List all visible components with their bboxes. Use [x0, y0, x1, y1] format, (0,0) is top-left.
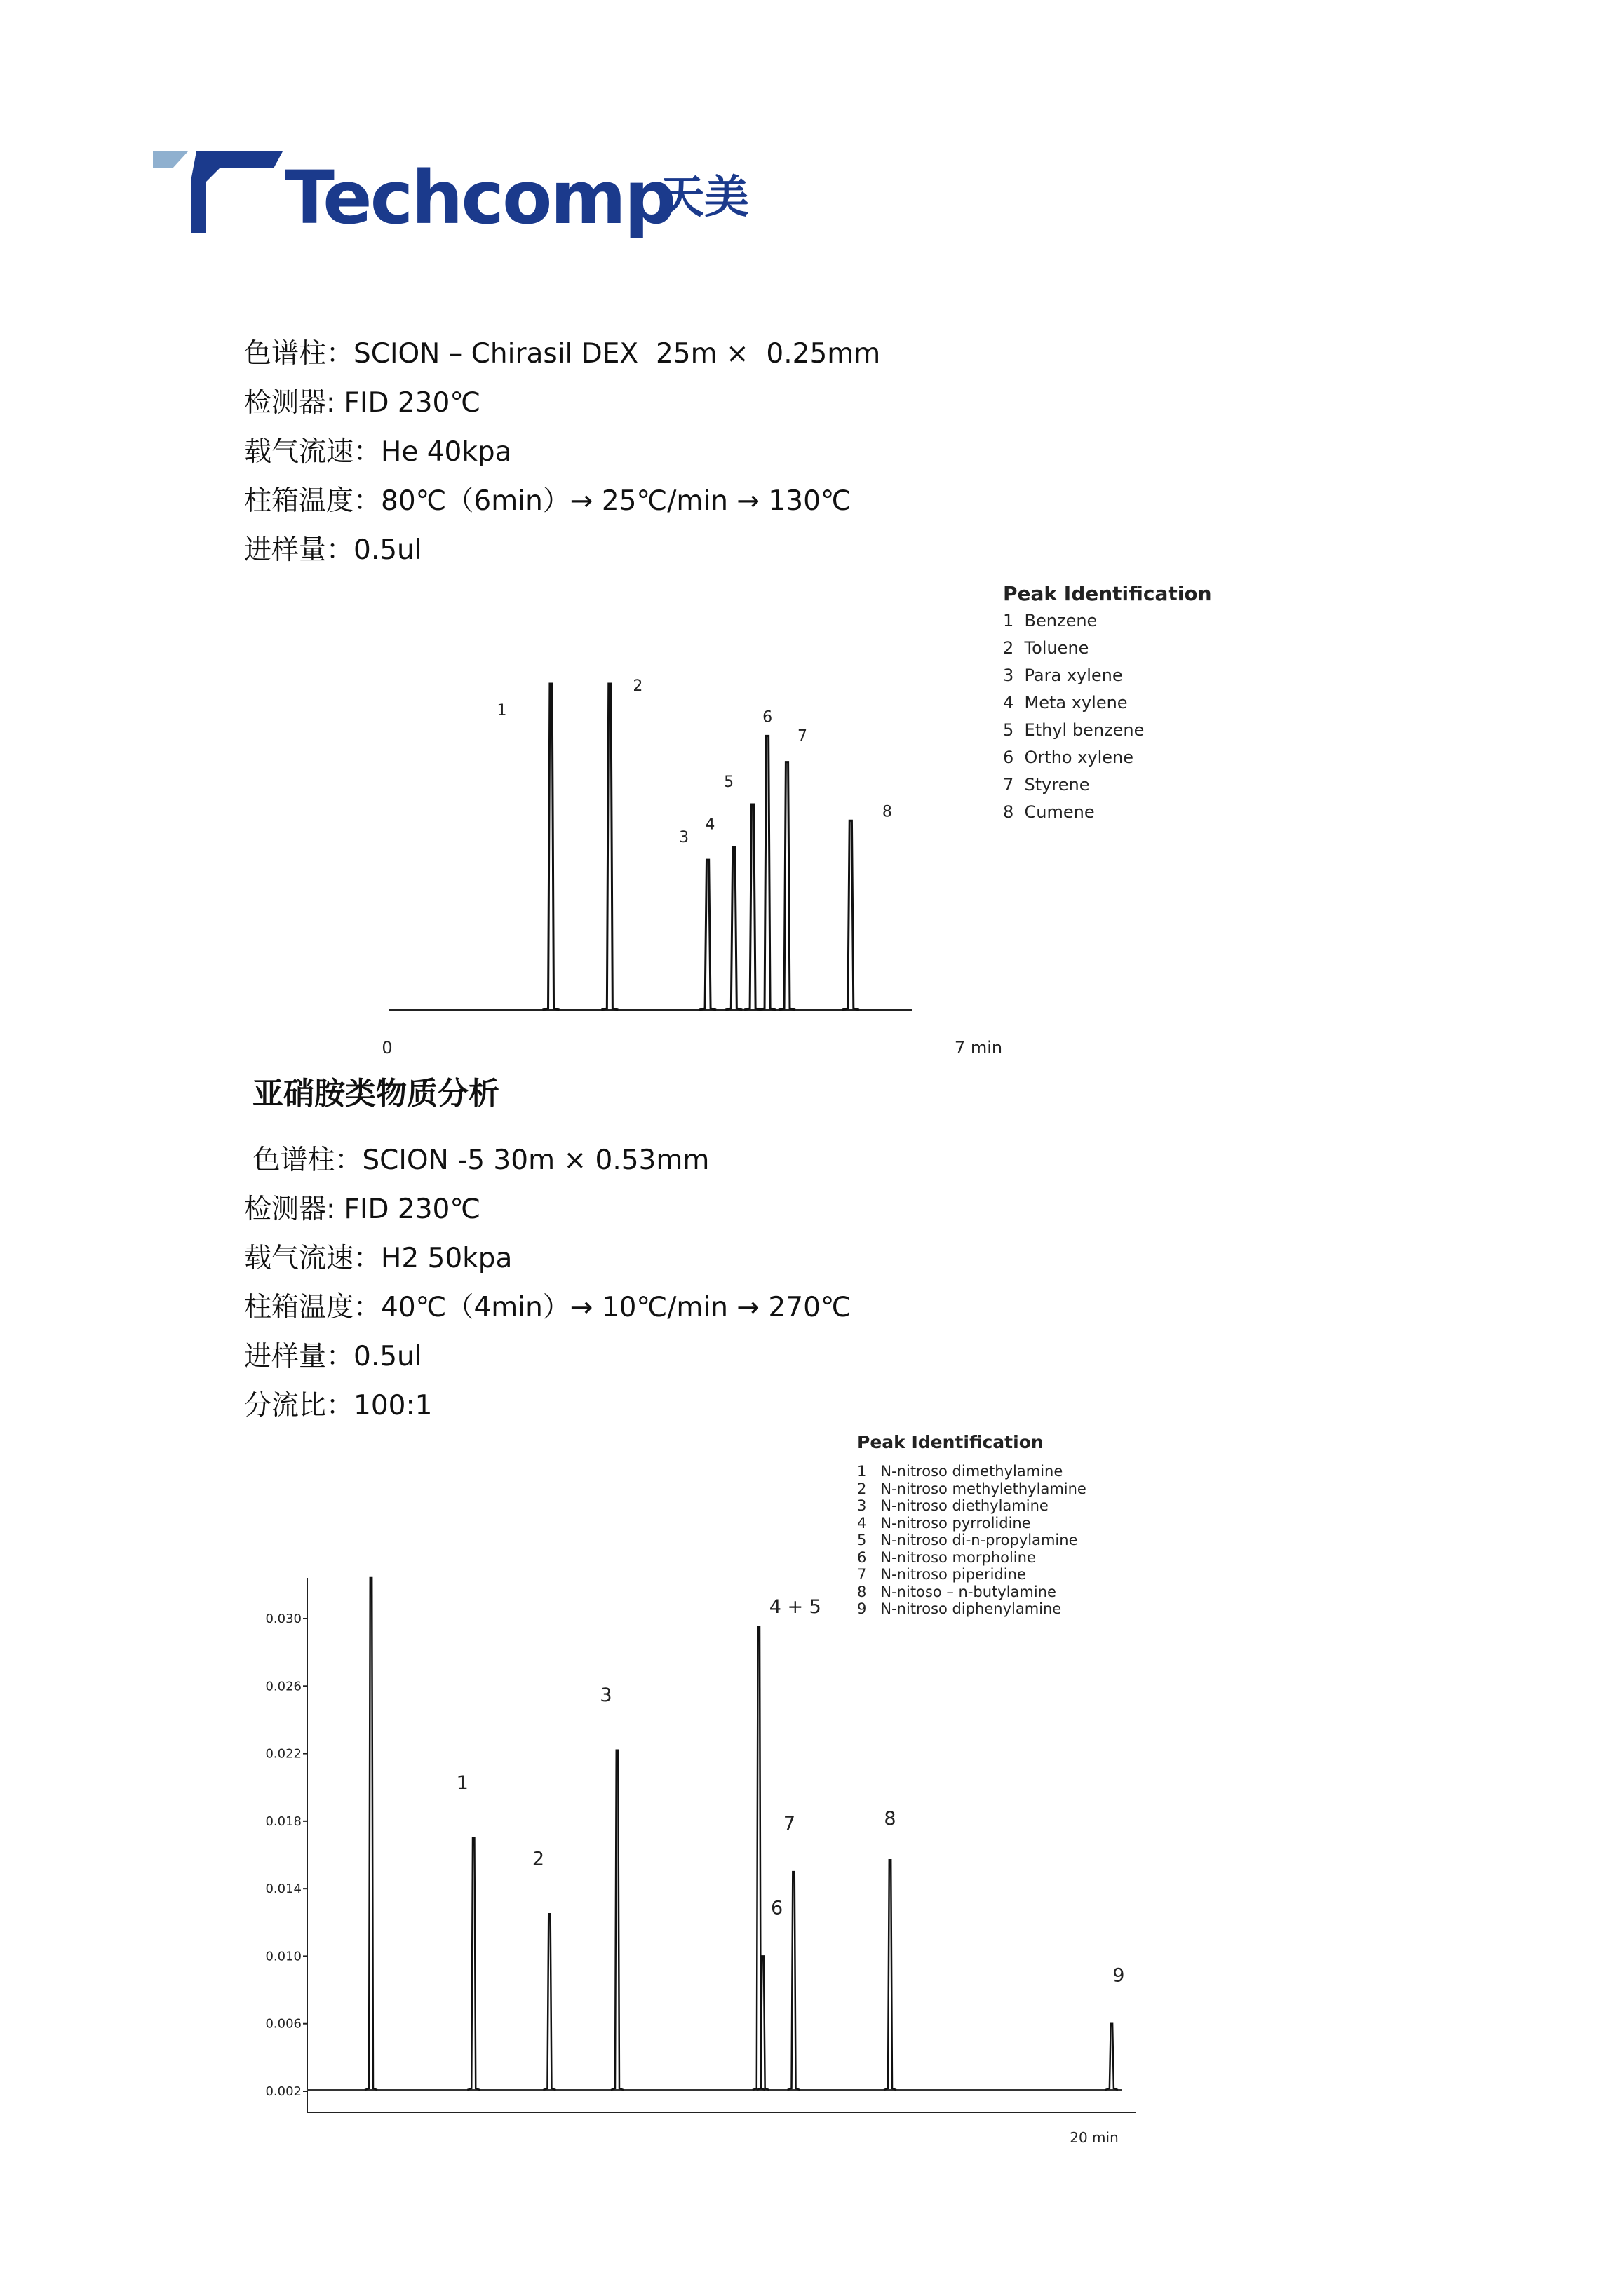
chart1-peak-label: 7: [797, 727, 808, 745]
param-injection: 进样量：0.5ul: [244, 534, 422, 566]
chart1-peak: [759, 736, 776, 1010]
brand-name-cn: 天美: [659, 172, 749, 224]
chart2-y-tick-label: 0.030: [265, 1612, 302, 1626]
chart1-x-start-label: 0: [382, 1038, 393, 1058]
chart1-peak-label: 6: [762, 708, 773, 727]
chart1-peak-label: 1: [497, 702, 507, 720]
chart1-peak: [601, 684, 618, 1010]
chart1-legend-item: 5 Ethyl benzene: [1003, 720, 1145, 740]
param-detector: 检测器: FID 230℃: [244, 1194, 481, 1225]
chart2-peak-label: 3: [600, 1684, 612, 1706]
chart1-legend: [1003, 581, 1212, 826]
chart2-legend-item: 5 N-nitroso di-n-propylamine: [857, 1532, 1078, 1548]
chart2-legend: [857, 1431, 1086, 1618]
chart1-legend-item: 7 Styrene: [1003, 775, 1090, 795]
chart2-legend-item: 4 N-nitroso pyrrolidine: [857, 1514, 1031, 1532]
chart2-y-tick-label: 0.010: [265, 1949, 302, 1964]
chart1-legend-item: 6 Ortho xylene: [1003, 748, 1134, 767]
chart1-legend-item: 2 Toluene: [1003, 638, 1089, 658]
chart1-peak-label: 5: [724, 774, 734, 792]
chart2-legend-item: 7 N-nitroso piperidine: [857, 1566, 1026, 1583]
param-carrier: 载气流速：He 40kpa: [244, 436, 512, 468]
chart2-peak: [753, 1627, 765, 2090]
chart2-peak-label: 7: [783, 1813, 796, 1835]
chart2-y-tick-label: 0.022: [265, 1746, 302, 1762]
chart2-peak-label: 2: [532, 1848, 545, 1870]
chart2-peak: [1105, 2024, 1118, 2090]
chart1-peak-label: 2: [633, 677, 643, 695]
param-carrier: 载气流速：H2 50kpa: [244, 1243, 513, 1274]
param-injection: 进样量：0.5ul: [244, 1341, 422, 1372]
chart2-legend-item: 6 N-nitroso morpholine: [857, 1548, 1036, 1566]
param-split-ratio: 分流比：100:1: [244, 1390, 433, 1422]
chart2-legend-item: 3 N-nitroso diethylamine: [857, 1497, 1049, 1514]
param-column: 色谱柱：SCION – Chirasil DEX 25m × 0.25mm: [244, 338, 881, 370]
chart2-legend-item: 9 N-nitroso diphenylamine: [857, 1600, 1062, 1617]
chart1-legend-title: Peak Identification: [1003, 582, 1212, 605]
chart1-legend-item: 1 Benzene: [1003, 611, 1098, 630]
chart1-peak: [543, 684, 560, 1010]
chart1-legend-item: 8 Cumene: [1003, 802, 1095, 822]
section2-params: [244, 1136, 851, 1431]
chart2-peak: [884, 1860, 896, 2090]
chart2-peak-label: 1: [456, 1771, 469, 1794]
chart1-peak: [779, 762, 795, 1010]
chart1-peak-label: 3: [679, 829, 689, 847]
chart2-y-tick-label: 0.006: [265, 2016, 302, 2032]
chart2-peak: [757, 1956, 769, 2090]
chart1-peak: [744, 804, 761, 1010]
param-oven: 柱箱温度：40℃（4min）→ 10℃/min → 270℃: [244, 1292, 851, 1323]
chart2-peak-label: 9: [1112, 1964, 1125, 1987]
chart2-x-end-label: 20 min: [1070, 2129, 1119, 2146]
chart2-y-tick-label: 0.018: [265, 1814, 302, 1829]
chart1-peak-label: 4: [705, 816, 715, 834]
chart1-peak: [842, 821, 859, 1010]
chromatogram-1: [365, 659, 1024, 1066]
chart1-peak-label: 8: [882, 803, 892, 821]
param-detector: 检测器: FID 230℃: [244, 387, 481, 419]
chart2-legend-item: 1 N-nitroso dimethylamine: [857, 1463, 1063, 1480]
chart1-x-end-label: 7 min: [954, 1038, 1003, 1058]
chart2-y-tick-label: 0.026: [265, 1679, 302, 1694]
chart2-legend-title: Peak Identification: [857, 1432, 1044, 1452]
chart1-legend-item: 4 Meta xylene: [1003, 693, 1128, 713]
chart2-peak: [543, 1914, 555, 2090]
chart2-peak-label: 8: [884, 1808, 896, 1830]
chart2-peak: [611, 1750, 624, 2090]
section1-params: [244, 330, 880, 575]
chart2-peak: [365, 1578, 377, 2090]
section2-title: 亚硝胺类物质分析: [252, 1076, 499, 1112]
chart2-legend-item: 2 N-nitroso methylethylamine: [857, 1480, 1086, 1497]
param-oven: 柱箱温度：80℃（6min）→ 25℃/min → 130℃: [244, 485, 851, 517]
brand-name: Techcomp: [285, 155, 675, 241]
chart2-peak-label: 6: [771, 1897, 783, 1919]
chart2-y-tick-label: 0.014: [265, 1882, 302, 1897]
chromatogram-2: [252, 1571, 1164, 2153]
chart1-peak: [725, 847, 742, 1011]
chart2-y-tick-label: 0.002: [265, 2084, 302, 2099]
chart2-peak: [788, 1872, 800, 2090]
param-column: 色谱柱：SCION -5 30m × 0.53mm: [244, 1144, 710, 1176]
chart2-peak: [467, 1838, 480, 2090]
chart1-peak: [699, 860, 716, 1010]
chart2-legend-item: 8 N-nitoso – n-butylamine: [857, 1583, 1056, 1600]
techcomp-logo: [153, 149, 784, 247]
chart2-peak-label: 4 + 5: [769, 1596, 821, 1619]
chart1-legend-item: 3 Para xylene: [1003, 666, 1123, 685]
techcomp-logo-mark-icon: [153, 149, 286, 236]
